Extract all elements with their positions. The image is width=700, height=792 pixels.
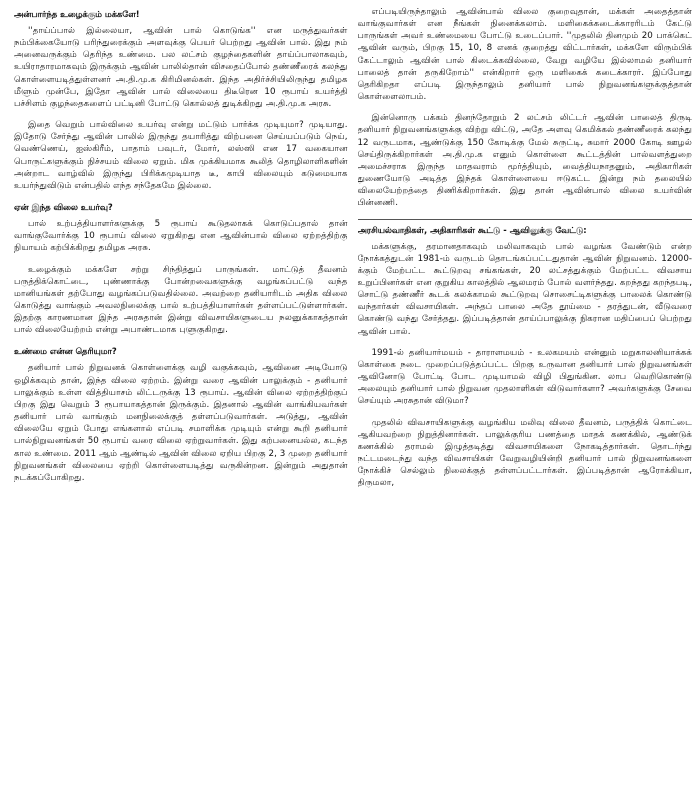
heading-greeting: அன்பார்ந்த உழைக்கும் மக்களே! bbox=[14, 9, 140, 19]
paragraph: எப்படியிருந்தாலும் ஆவின்பால் விலை குறைவுதான், மக்கள் அதைத்தான் வாங்குவார்கள் என நீங்கள் நினைக்கலாம். மளிகைக்கடைக்காரரிடம் கேட்டு பாருங்கள் அவர் உண்மையை போட்டு உடைப்பார். ''முதலில் தினமும் 20 பாக்கெட் ஆவின் வரும், பிறகு 15, 10, 8 எனக் குறைத்து விட்டார்கள், மக்களே விரும்பிக் கேட்டாலும் ஆவின் பால் கிடைக்கவில்லை, வேறு வழியே இல்லாமல் தனியார் பாலைத் தான் தருகிறோம்'' என்கிறார் ஒரு மளிகைக் கடைக்காரர். இப்போது தெரிகிறதா எப்படி இருந்தாலும் தனியார் பால் நிறுவனங்களுக்குத்தான் கொள்ளைலாபம். bbox=[357, 7, 692, 103]
heading-why-price-rise: ஏன் இந்த விலை உயர்வு? bbox=[14, 202, 113, 213]
paragraph: மக்களுக்கு, தரமானதாகவும் மலிவாகவும் பால் வழங்க வேண்டும் என்ற நோக்கத்துடன் 1981-ம் வருடம் தொடங்கப்பட்டதுதான் ஆவின் நிறுவனம். 12000-க்கும் மேற்பட்ட கூட்டுறவு சங்கங்கள், 20 லட்சத்துக்கும் மேற்பட்ட விவசாய உறுப்பினர்கள் என குறுகிய காலத்தில் ஆலமரம் போல் வளர்ந்தது. கறந்தது கறந்தபடி, சொட்டு தண்ணீர் கூடக் கலக்காமல் கூட்டுறவு சொசைட்டிகளுக்கு பாலைக் கொண்டு வந்தார்கள் விவசாயிகள். அந்தப் பாலை அதே தூய்மை - தரத்துடன், வீடுவரை கொண்டு வந்து சேர்த்தது. இப்படித்தான் தாய்ப்பாலுக்கு நிகரான மதிப்பைப் பெற்றது ஆவின் பால். bbox=[357, 241, 692, 337]
paragraph: ''தாய்ப்பால் இல்லையா, ஆவின் பால் கொடுங்க'' என மருத்துவர்கள் நம்பிக்கையோடு பரிந்துரைக்கும் அளவுக்கு பெயர் பெற்றது ஆவின் பால். இது நம் அனைவருக்கும் தெரிந்த உண்மை. பல லட்சம் குழந்தைகளின் தாய்ப்பாலாகவும், உயிராதாரமாகவும் இருக்கும் ஆவின் பாலில்தான் விசதைப்போல் தண்ணீரைக் கலந்து கொள்ளையடித்துள்ளனர் அ.தி.மு.க கிரிமினல்கள். இந்த அதிர்ச்சியிலிருந்து தமிழக மீளும் முன்பே, இதோ ஆவின் பால் விலையை திடீரென 10 ரூபாய் உயர்த்தி பச்சிளம் குழந்தைகளைப் பட்டினி போட்டு கொல்லத் துடிக்கிறது அ.தி.மு.க அரசு. bbox=[14, 26, 348, 109]
left-column bbox=[14, 6, 348, 788]
heading-know-the-truth: உண்மை என்ன தெரியுமா? bbox=[14, 346, 117, 357]
right-column bbox=[358, 6, 693, 788]
paragraph: 1991-ல் தனியார்மயம் - தாராளமயம் - உலகமயம் என்னும் மறுகாலனியாக்கக் கொள்கை நடை முறைப்படுத்தப்பட்ட பிறகு உருவான தனியார் பால் நிறுவனங்கள் ஆவினோடு போட்டி போட முடியாமல் விழி பிதுங்கின. லாப வெறிகொண்டு அலையும் தனியார் பால் நிறுவன முதலாளிகள் விடுவார்களா? அவர்களுக்கு சேவை செய்யும் அரசுதான் விடுமா? bbox=[357, 347, 692, 407]
paragraph: இதை வெறும் பால்விலை உயர்வு என்று மட்டும் பார்க்க முடியுமா? முடியாது. இதோடு சேர்ந்து ஆவின் பாலில் இருந்து தயாரித்து விற்பனை செய்யப்படும் நெய், வெண்ணெய், ஐஸ்கிரீம், பாதாம் பவுடர், மோர், லஸ்ஸி என 17 வகையான பொருட்களுக்கும் நிச்சயம் விலை ஏறும். மிக முக்கியமாக கூலித் தொழிலாளிகளின் அன்றாட வாழ்வில் இருந்து பிரிக்கமுடியாத டீ, காபி விலையும் கடுமையாக உயர்ந்துவிடும் என்பதில் எந்த சந்தேகமே இல்லை. bbox=[14, 120, 348, 191]
paragraph: உழைக்கும் மக்களே சற்று சிந்தித்துப் பாருங்கள். மாட்டுத் தீவனம் பருத்திக்கொட்டை, புண்ணாக்கு போன்றவைகளுக்கு வழங்கப்பட்டு வந்த மானியங்கள் தற்போது வழங்கப்படுவதில்லை. அவற்றை தனியாரிடம் அதிக விலை கொடுத்து வாங்கும் அவலநிலைக்கு பால் உற்பத்தியாளர்கள் தள்ளப்பட்டுள்ளார்கள். இதற்கு காரணமான இந்த அரசுதான் இன்று விவசாயிகளுடைய நலனுக்காகத்தான் பால் விலையேற்றம் என்று அபாண்டமாக புளுகுகிறது. bbox=[14, 264, 348, 336]
paragraph: முதலில் விவசாயிகளுக்கு வழங்கிய மலிவு விலை தீவனம், பருத்திக் கொட்டை ஆகியவற்றை நிறுத்தினார்கள். பாலுக்குரிய பணத்தை மாதக் கணக்கில், ஆண்டுக் கணக்கில் தராமல் இழுத்தடித்து விவசாயிகளை நோகடித்தார்கள். தொடர்ந்து நட்டமடைந்து வந்த விவசாயிகள் வேறுவழியின்றி தனியார் பால் நிறுவனங்களை நோக்கிச் செல்லும் நிலைக்குத் தள்ளப்பட்டார்கள். இப்படித்தான் ஆரோக்கியா, திருமலா, bbox=[357, 417, 692, 489]
paragraph: தனியார் பால் நிறுவனக் கொள்ளைக்கு வழி வகுக்கவும், ஆவினை அடியோடு ஒழிக்கவும் தான், இந்த விலை ஏற்றம். இன்று வரை ஆவின் பாலுக்கும் - தனியார் பாலுக்கும் உள்ள வித்தியாசம் லிட்டருக்கு 13 ரூபாய். ஆவின் விலை ஏற்றத்திற்குப் பிறகு இது வெறும் 3 ரூபாயாகத்தான் இருக்கும். இதனால் ஆவின் வாங்கியவர்கள் தனியார் பால் வாங்கும் மனநிலைக்குத் தள்ளப்படுவார்கள். அடுத்து, ஆவின் விலையே ஏறும் போது எங்களால் எப்படி சமாளிக்க முடியும் என்று கூறி தனியார் பால்நிறுவனங்கள் 50 ரூபாய் வரை விலை ஏற்றுவார்கள். இது கற்பனையல்ல, கடந்த கால உண்மை. 2011 ஆம் ஆண்டில் ஆவின் விலை ஏறிய பிறகு 2, 3 முறை தனியார் நிறுவனங்கள் விலையை ஏற்றி கொள்ளையடித்து வருகின்றன. இன்றும் அதுதான் நடக்கப்போகிறது. bbox=[14, 363, 348, 483]
paragraph: பால் உற்பத்தியாளர்களுக்கு 5 ரூபாய் கூடுதலாகக் கொடுப்பதால் தான் வாங்குவோர்க்கு 10 ரூபாய் விலை ஏறுகிறது என ஆவின்பால் விலை ஏற்றத்திற்கு நியாயம் கற்பிக்கிறது தமிழக அரசு. bbox=[14, 219, 348, 254]
heading-politicians-officials: அரசியல்வாதிகள், அதிகாரிகள் கூட்டு - ஆவினுக்கு வேட்டு: bbox=[358, 219, 693, 236]
paragraph: இன்னொரு பக்கம் தினந்தோறும் 2 லட்சம் லிட்டர் ஆவின் பாலைத் திருடி தனியார் நிறுவனங்களுக்கு விற்று விட்டு, அதே அளவு கெமிக்கல் தண்ணீரைக் கலந்து 12 வருடமாக, ஆண்டுக்கு 150 கோடிக்கு மேல் சுருட்டி, சுமார் 2000 கோடி ஊழல் செய்திருக்கிறார்கள் அ.தி.மு.க எனும் கொள்ளை கூட்டத்தின் பால்வளத்துறை அமைச்சராக இருந்த மாதவராம் மூர்த்தியும், வைத்தியநாதனும், அதிகாரிகள் துணையோடு அடித்த இந்தக் கொள்ளையை ஈடுகட்ட இன்று நம் தலையில் விலையேற்றத்தை திணிக்கிறார்கள். இது தான் ஆவின்பால் விலை உயர்வின் பின்னணி. bbox=[357, 113, 692, 209]
